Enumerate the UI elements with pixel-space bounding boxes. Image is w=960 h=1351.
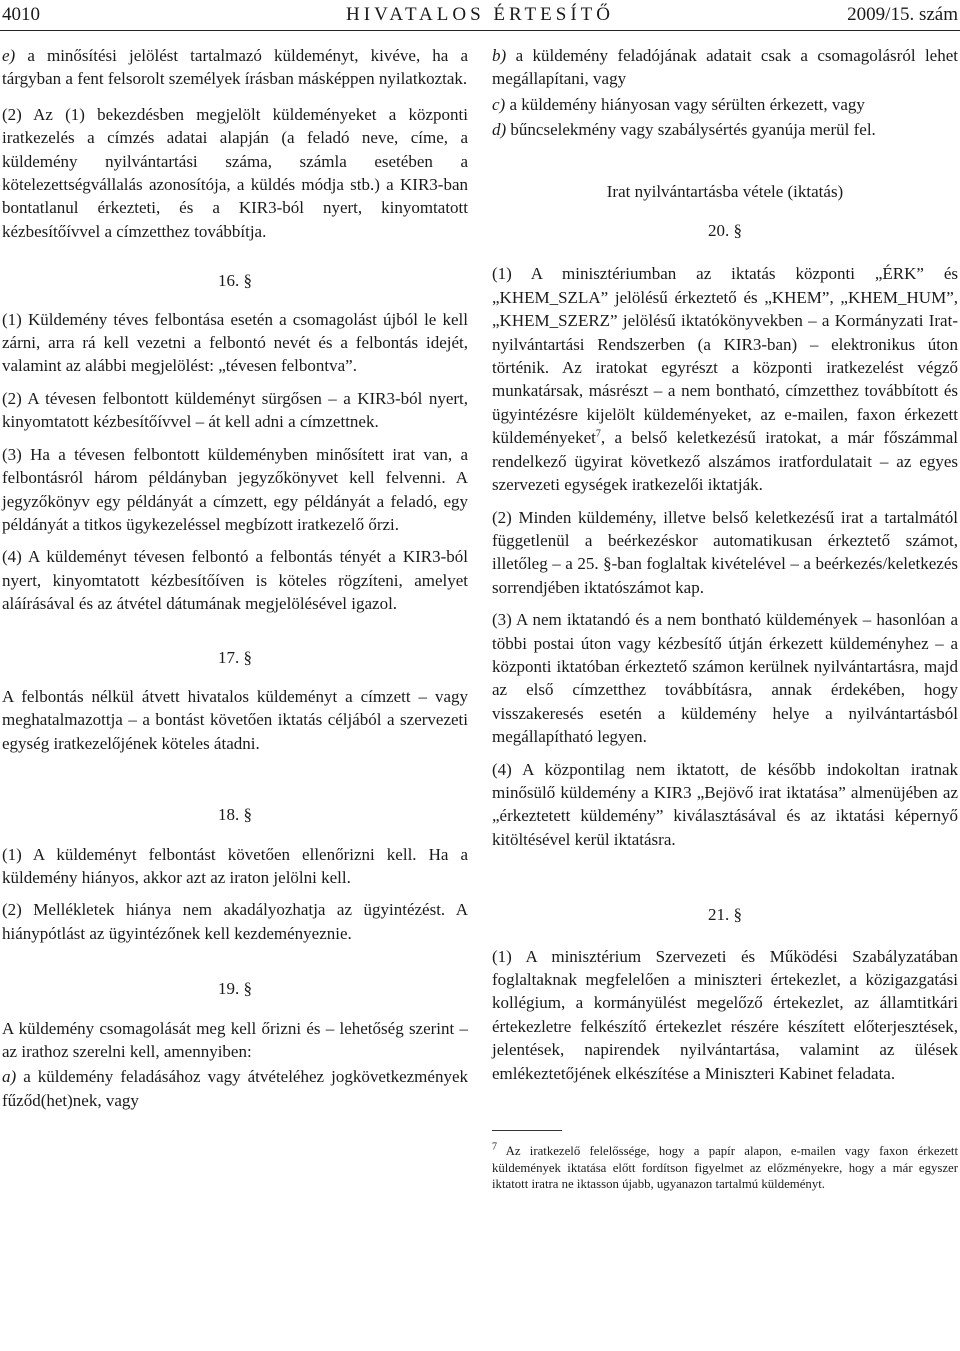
paragraph: (2) A tévesen felbontott küldeményt sürgősen – a KIR3-ból nyert, kinyomtatott kézbesítőívvel – át kell adni a címzettnek. bbox=[2, 388, 468, 432]
paragraph: (2) Az (1) bekezdésben megjelölt küldeményeket a központi iratkezelés a címzés adatai alapján (a feladó neve, címe, a küldemény nyilvántartási száma, számla esetében a kötelezettségvállalás azonosítója, a küldés módja stb.) a KIR3-ban bontatlanul érkezteti, és a KIR3-ból nyert, kinyomtatott kézbesítőívvel a címzetthez továbbítja. bbox=[2, 104, 468, 241]
list-label: a) bbox=[2, 1067, 17, 1087]
list-text: a küldemény feladásához vagy átvételéhez jogkövetkezmények fűződ(het)nek, vagy bbox=[2, 1067, 468, 1110]
paragraph: (2) Minden küldemény, illetve belső keletkezésű irat a tartalmától függetlenül a beérkezéskor automatikusan érkeztető számot, illetőleg – a 25. §-ban foglaltak kivételével – a beérkezés/keletkezés sorrendjében iktatószámot kap. bbox=[492, 507, 958, 597]
footnote bbox=[492, 1143, 958, 1193]
running-header bbox=[0, 0, 960, 30]
list-text: a küldemény feladójának adatait csak a csomagolásról lehet megállapítani, vagy bbox=[492, 46, 958, 89]
section-heading-21: 21. § bbox=[708, 905, 742, 925]
list-text: a minősítési jelölést tartalmazó küldeményt, kivéve, ha a tárgyban a fent felsorolt személyek írásban másképpen nyilatkoztak. bbox=[2, 46, 468, 89]
list-item-a bbox=[2, 1065, 468, 1112]
paragraph: (4) A küldeményt tévesen felbontó a felbontás tényét a KIR3-ból nyert, kinyomtatott kézbesítőíven is köteles rögzíteni, amelyet aláírásával és az átvétel dátumának megjelölésével igazol. bbox=[2, 547, 468, 614]
footnote-rule bbox=[492, 1130, 562, 1131]
paragraph: (3) A nem iktatandó és a nem bontható küldemények – hasonlóan a többi postai úton vagy kézbesítő útján érkezett küldeményhez – a központi iktatóban érkeztető számon kerülnek nyilvántartásra, majd az első címzetthez továbbításra, annak érdekében, hogy visszakeresés esetén a küldemény helye a nyilvántartásból megállapítható legyen. bbox=[492, 610, 958, 747]
paragraph bbox=[492, 262, 958, 496]
footnote-number: 7 bbox=[492, 1141, 497, 1153]
paragraph: (1) Küldemény téves felbontása esetén a csomagolást újból le kell zárni, arra rá kell vezetni a felbontó nevét és a felbontás idejét, valamint az alábbi megjelölést: „tévesen felbontva”. bbox=[2, 309, 468, 376]
paragraph-text: , a belső keletkezésű iratokat, a már főszámmal rendelkező ügyirat következő alszámos iratfordulatait – az egyes szervezeti egységek iratkezelői iktatják. bbox=[492, 428, 958, 495]
list-item-d bbox=[492, 118, 958, 141]
list-label: e) bbox=[2, 46, 16, 65]
page-number: 4010 bbox=[2, 4, 40, 25]
footnote-ref[interactable]: 7 bbox=[595, 428, 601, 440]
left-column bbox=[2, 44, 468, 1121]
list-item-c bbox=[492, 93, 958, 116]
footnote-text: Az iratkezelő felelőssége, hogy a papír alapon, e-mailen vagy faxon érkezett küldemények iktatása előtt fordítson figyelmet az előzményekre, hogy a már egyszer iktatott iratra ne iktasson újabb, ugyanazon tartalmú küldeményt. bbox=[492, 1144, 958, 1192]
paragraph: (4) A központilag nem iktatott, de később indokoltan iratnak minősülő küldemény a KIR3 „Bejövő irat iktatása” almenüjében az „érkeztetett küldemény” kiválasztásával és az iktatási képernyő kitöltésével kerül iktatásra. bbox=[492, 759, 958, 849]
paragraph: (2) Mellékletek hiánya nem akadályozhatja az ügyintézést. A hiánypótlást az ügyintézőnek kell kezdeményeznie. bbox=[2, 900, 468, 943]
paragraph: (1) A küldeményt felbontást követően ellenőrizni kell. Ha a küldemény hiányos, akkor azt az iraton jelölni kell. bbox=[2, 844, 468, 887]
section-heading-17: 17. § bbox=[218, 647, 252, 667]
list-text: a küldemény hiányosan vagy sérülten érkezett, vagy bbox=[505, 94, 865, 114]
publication-title: HIVATALOS ÉRTESÍTŐ bbox=[346, 4, 614, 25]
paragraph: (1) A minisztérium Szervezeti és Működési Szabályzatában foglaltaknak megfelelően a miniszteri értekezlet, a közigazgatási kollégium, a kormányülést megelőző értekezlet, az államtitkári értekezletre felkészítő értekezlet részére készített előterjesztések, jelentések, napirendek nyilvántartása, valamint az ülések emlékeztetőjének elkészítése a Miniszteri Kabinet feladata. bbox=[492, 946, 958, 1083]
right-column bbox=[492, 44, 958, 1193]
paragraph-text: (1) A minisztériumban az iktatás központi „ÉRK” és „KHEM_SZLA” jelölésű érkeztető és „KHEM”, „KHEM_HUM”, „KHEM_SZERZ” jelölésű iktatókönyvekben – a Kormányzati Irat-nyilvántartási Rendszerben (a KIR3-ban) – elektronikus úton történik. Az iratokat egyrészt a központi iratkezelést végző munkatársak, másrészt – a nem bontható, címzetthez továbbított és ügyintézésre kijelölt küldeményeket, az e-mailen, faxon érkezett küldeményeket bbox=[492, 264, 958, 448]
paragraph: A küldemény csomagolását meg kell őrizni és – lehetőség szerint – az irathoz szerelni kell, amennyiben: bbox=[2, 1018, 468, 1061]
paragraph: (3) Ha a tévesen felbontott küldeményben minősített irat van, a felbontásról három példányban jegyzőkönyvet kell felvenni. A jegyzőkönyv egy példányát a címzett, egy példányát a feladó, egy példányát a titkos ügykezeléssel megbízott iratkezelő őrzi. bbox=[2, 444, 468, 534]
section-heading-16: 16. § bbox=[218, 271, 252, 291]
paragraph: A felbontás nélkül átvett hivatalos küldeményt a címzett – vagy meghatalmazottja – a bontást követően iktatás céljából a szervezeti egység iratkezelőjének köteles átadni. bbox=[2, 686, 468, 753]
list-label: b) bbox=[492, 46, 507, 65]
section-heading-18: 18. § bbox=[218, 805, 252, 825]
list-label: d) bbox=[492, 120, 507, 140]
issue-number: 2009/15. szám bbox=[847, 4, 958, 25]
header-rule bbox=[0, 30, 960, 31]
list-item-e bbox=[2, 44, 468, 91]
subsection-title: Irat nyilvántartásba vétele (iktatás) bbox=[606, 181, 844, 201]
list-label: c) bbox=[492, 94, 506, 114]
list-text: bűncselekmény vagy szabálysértés gyanúja merül fel. bbox=[506, 120, 876, 140]
section-heading-19: 19. § bbox=[218, 979, 252, 999]
list-item-b bbox=[492, 44, 958, 91]
section-heading-20: 20. § bbox=[708, 221, 742, 241]
